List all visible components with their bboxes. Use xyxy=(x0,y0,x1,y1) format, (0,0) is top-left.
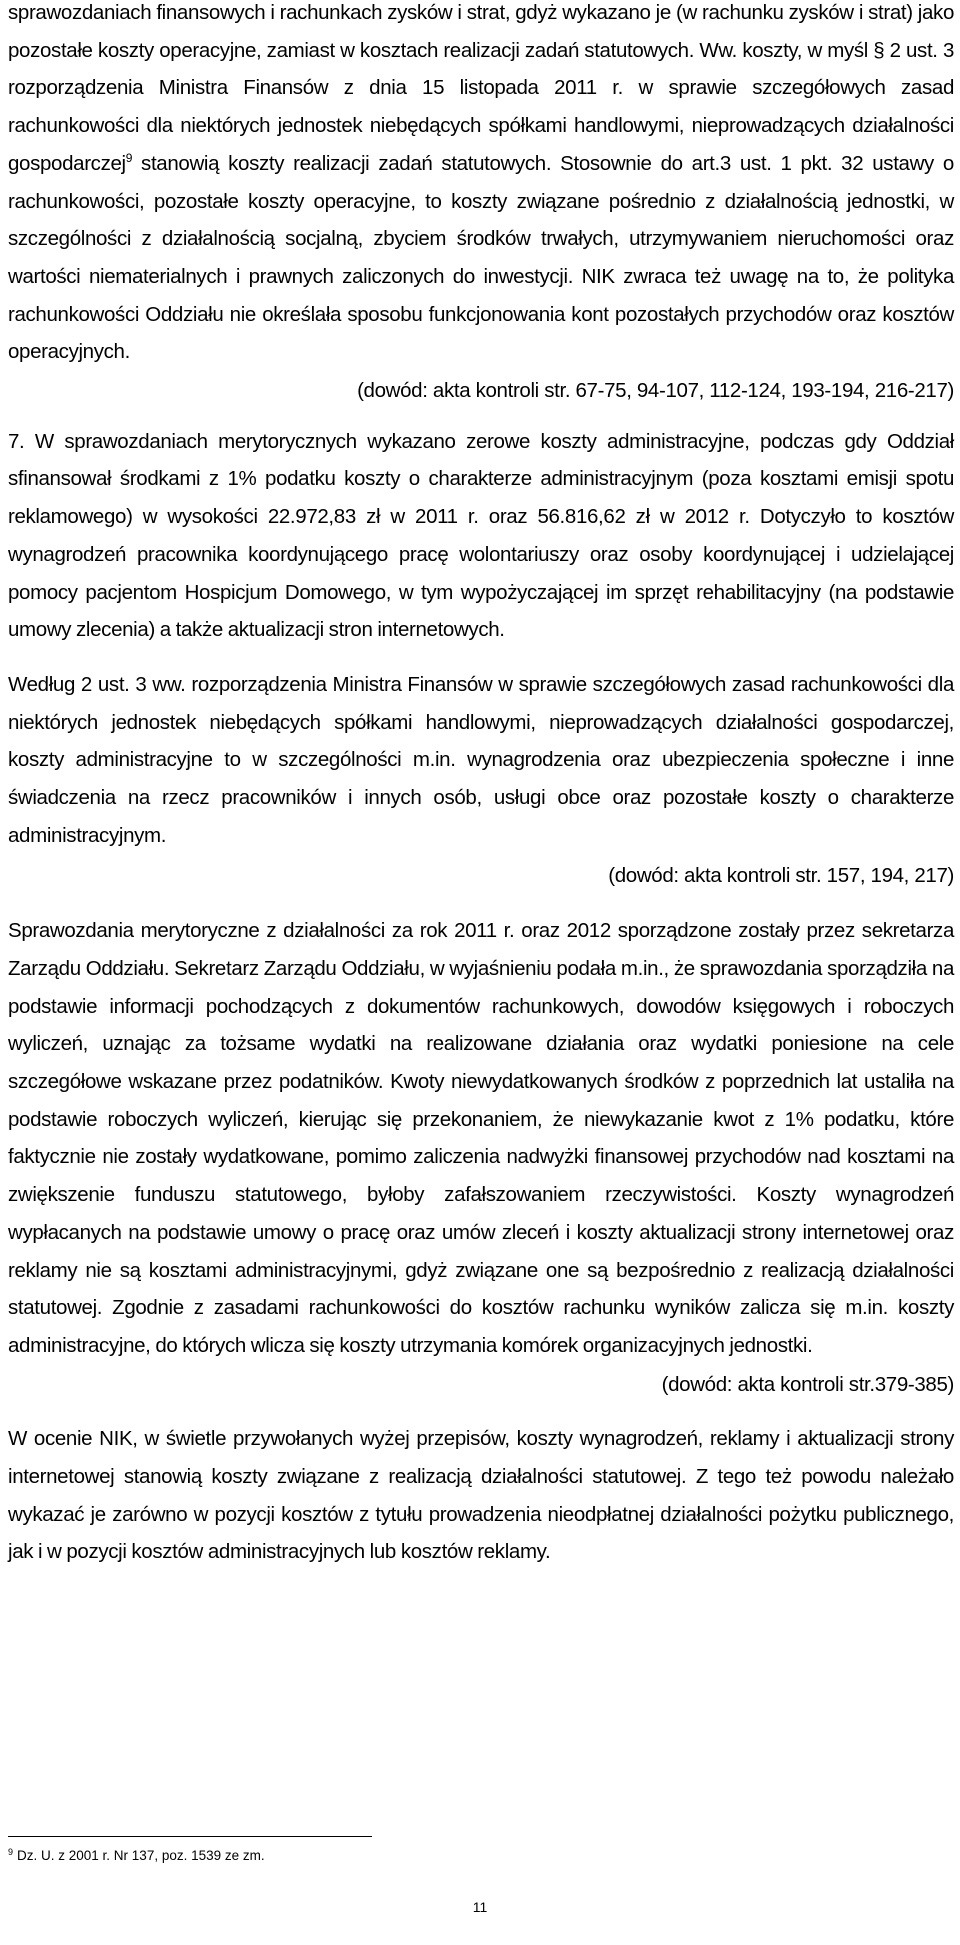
paragraph-secretary-explanation: Sprawozdania merytoryczne z działalności za rok 2011 r. oraz 2012 sporządzone zostały przez sekretarza Zarządu Oddziału. Sekretarz Zarządu Oddziału, w wyjaśnieniu podała m.in., że sprawozdania sporządziła na podstawie informacji pochodzących z dokumentów rachunkowych, dowodów księgowych i roboczych wyliczeń, uznając za tożsame wydatki na realizowane działania oraz wydatki poniesione na cele szczegółowe wskazane przez podatników. Kwoty niewydatkowanych środków z poprzednich lat ustaliła na podstawie roboczych wyliczeń, kierując się przekonaniem, że niewykazanie kwot z 1% podatku, które faktycznie nie zostały wydatkowane, pomimo zaliczenia nadwyżki finansowej przychodów nad kosztami na zwiększenie funduszu statutowego, byłoby zafałszowaniem rzeczywistości. Koszty wynagrodzeń wypłacanych na podstawie umowy o pracę oraz umów zleceń i koszty aktualizacji strony internetowej oraz reklamy nie są kosztami administracyjnymi, gdyż związane one są bezpośrednio z realizacją działalności statutowej. Zgodnie z zasadami rachunkowości do kosztów rachunku wyników zalicza się m.in. koszty administracyjne, do których wlicza się koszty utrzymania komórek organizacyjnych jednostki. xyxy=(8,919,954,1357)
paragraph-administrative-costs: 7. W sprawozdaniach merytorycznych wykazano zerowe koszty administracyjne, podczas gdy Oddział sfinansował środkami z 1% podatku koszty o charakterze administracyjnym (poza kosztami emisji spotu reklamowego) w wysokości 22.972,83 zł w 2011 r. oraz 56.816,62 zł w 2012 r. Dotyczyło to kosztów wynagrodzeń pracownika koordynującego pracę wolontariuszy oraz osoby koordynującej i udzielającej pomocy pacjentom Hospicjum Domowego, w tym wypożyczającej im sprzęt rehabilitacyjny (na podstawie umowy zlecenia) a także aktualizacji stron internetowych. xyxy=(8,429,954,642)
footnote-separator xyxy=(8,1836,372,1837)
evidence-reference-1: (dowód: akta kontroli str. 67-75, 94-107, 112-124, 193-194, 216-217) xyxy=(357,379,954,403)
footnote xyxy=(8,1847,265,1865)
paragraph-text-continued: stanowią koszty realizacji zadań statutowych. Stosownie do art.3 ust. 1 pkt. 32 ustawy o rachunkowości, pozostałe koszty operacyjne, to koszty związane pośrednio z działalnością jednostki, w szczególności z działalnością socjalną, zbyciem środków trwałych, utrzymywaniem nieruchomości oraz wartości niematerialnych i prawnych zaliczonych do inwestycji. NIK zwraca też uwagę na to, że polityka rachunkowości Oddziału nie określała sposobu funkcjonowania kont pozostałych przychodów oraz kosztów operacyjnych. xyxy=(8,151,954,364)
evidence-reference-2: (dowód: akta kontroli str. 157, 194, 217) xyxy=(608,864,954,888)
footnote-number: 9 xyxy=(8,1846,14,1857)
paragraph-text: sprawozdaniach finansowych i rachunkach zysków i strat, gdyż wykazano je (w rachunku zysków i strat) jako pozostałe koszty operacyjne, zamiast w kosztach realizacji zadań statutowych. Ww. koszty, w myśl § 2 ust. 3 rozporządzenia Ministra Finansów z dnia 15 listopada 2011 r. w sprawie szczegółowych zasad rachunkowości dla niektórych jednostek niebędących spółkami handlowymi, nieprowadzących działalności gospodarczej xyxy=(8,1,954,175)
evidence-reference-3: (dowód: akta kontroli str.379-385) xyxy=(661,1372,954,1396)
paragraph-nik-assessment: W ocenie NIK, w świetle przywołanych wyżej przepisów, koszty wynagrodzeń, reklamy i aktualizacji strony internetowej stanowią koszty związane z realizacją działalności statutowej. Z tego też powodu należało wykazać je zarówno w pozycji kosztów z tytułu prowadzenia nieodpłatnej działalności pożytku publicznego, jak i w pozycji kosztów administracyjnych lub kosztów reklamy. xyxy=(8,1427,954,1564)
page-body xyxy=(8,0,954,1571)
footnote-reference[interactable]: 9 xyxy=(125,150,133,165)
paragraph-financial-statements xyxy=(8,0,954,371)
page-number: 11 xyxy=(472,1899,488,1915)
footnote-text: Dz. U. z 2001 r. Nr 137, poz. 1539 ze zm. xyxy=(17,1848,265,1863)
paragraph-regulation: Według 2 ust. 3 ww. rozporządzenia Ministra Finansów w sprawie szczegółowych zasad rachunkowości dla niektórych jednostek niebędących spółkami handlowymi, nieprowadzących działalności gospodarczej, koszty administracyjne to w szczególności m.in. wynagrodzenia oraz ubezpieczenia społeczne i inne świadczenia na rzecz pracowników i innych osób, usługi obce oraz pozostałe koszty o charakterze administracyjnym. xyxy=(8,672,954,847)
